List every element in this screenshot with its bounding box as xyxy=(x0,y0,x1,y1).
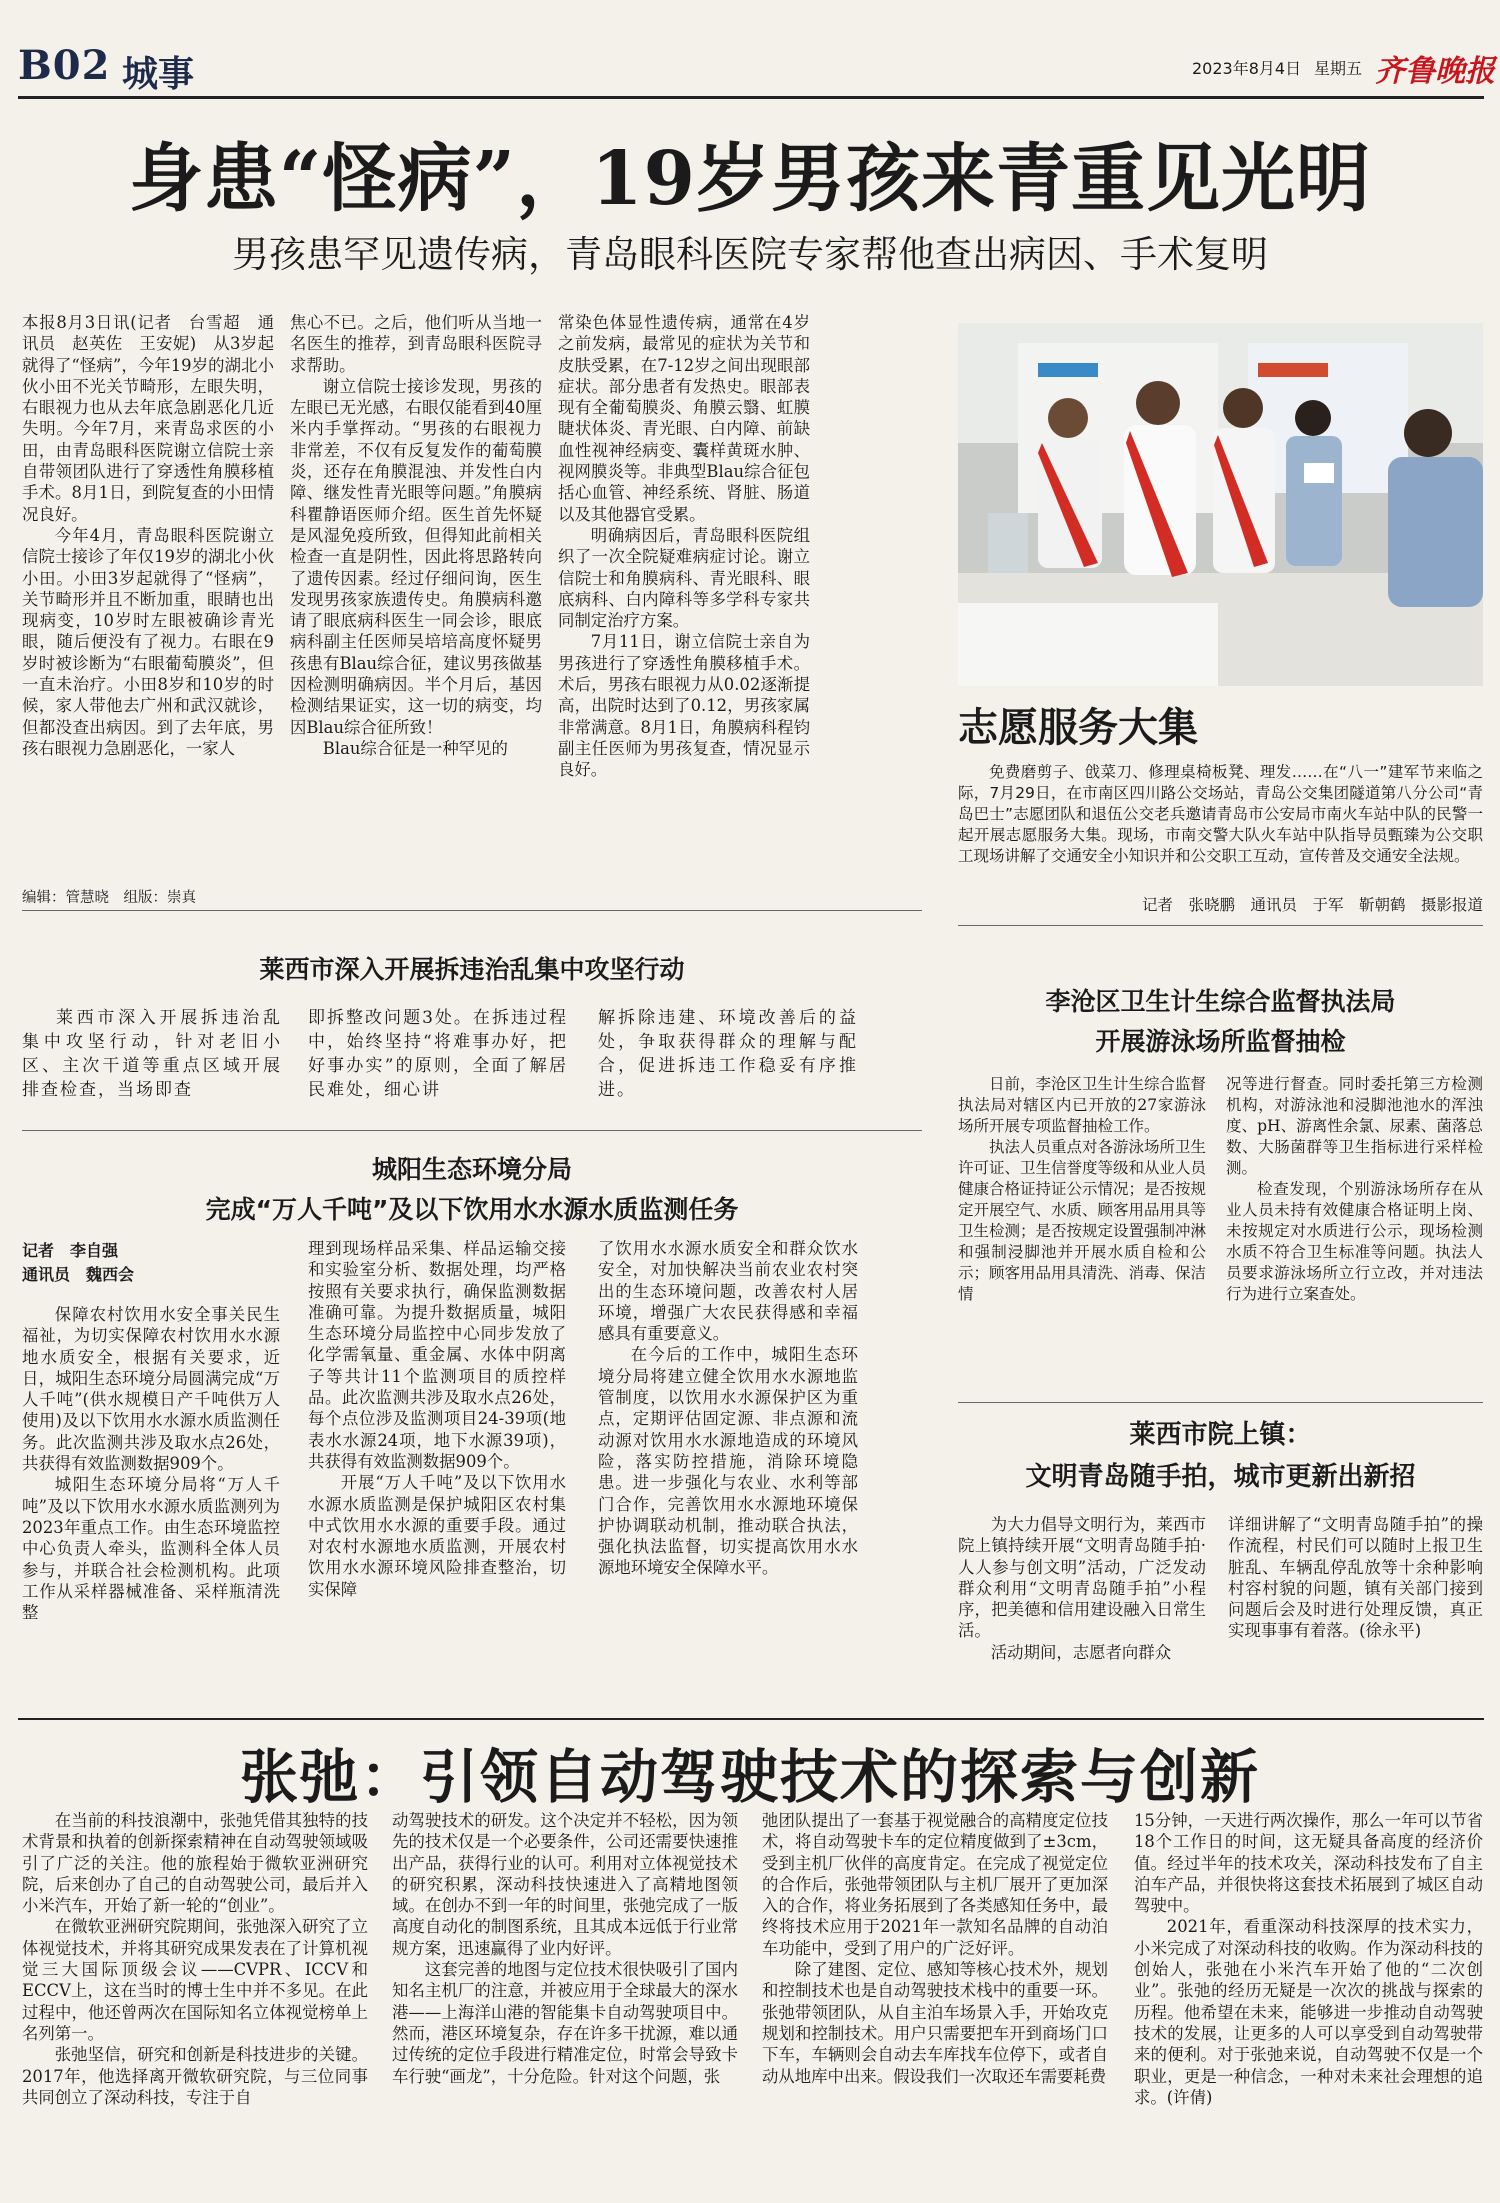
newspaper-logo: 齐鲁晚报 xyxy=(1375,54,1495,89)
page-code: B02 xyxy=(18,42,111,89)
licang-paragraph: 日前，李沧区卫生计生综合监督执法局对辖区内已开放的27家游泳场所开展专项监督抽检工作。 xyxy=(958,1075,1206,1135)
lead-paragraph: 7月11日，谢立信院士亲自为男孩进行了穿透性角膜移植手术。术后，男孩右眼视力从0.02逐渐提高，出院时达到了0.12，男孩家属非常满意。8月1日，角膜病科程钧副主任医师为男孩复查，情况显示良好。 xyxy=(558,632,810,780)
zhangchi-col-3 xyxy=(762,1810,1108,2194)
chengyang-byline-correspondent: 通讯员 魏西会 xyxy=(22,1265,135,1284)
lead-paragraph: 明确病因后，青岛眼科医院组织了一次全院疑难病症讨论。谢立信院士和角膜病科、青光眼科、眼底病科、白内障科等多学科专家共同制定治疗方案。 xyxy=(558,525,810,631)
volunteer-credit: 记者 张晓鹏 通讯员 于军 靳朝鹤 摄影报道 xyxy=(1141,896,1483,914)
editor-line: 编辑：管慧晓 组版：崇真 xyxy=(22,890,196,906)
chengyang-title-line-2: 完成“万人千吨”及以下饮用水水源水质监测任务 xyxy=(205,1195,739,1224)
zhangchi-paragraph: 15分钟，一天进行两次操作，那么一年可以节省18个工作日的时间，这无疑具备高度的经济价值。经过半年的技术攻关，深动科技发布了自主泊车产品，并很快将这套技术拓展到了城区自动驾驶中。 xyxy=(1134,1811,1483,1916)
licang-paragraph: 检查发现，个别游泳场所存在从业人员未持有效健康合格证明上岗、未按规定对水质进行公示，现场检测水质不符合卫生标准等问题。执法人员要求游泳场所立行立改，并对违法行为进行立案查处。 xyxy=(1226,1180,1483,1303)
lead-paragraph: 今年4月，青岛眼科医院谢立信院士接诊了年仅19岁的湖北小伙小田。小田3岁起就得了“怪病”，关节畸形并且不断加重，眼睛也出现病变，10岁时左眼被确诊青光眼，随后便没有了视力。右眼在9岁时被诊断为“右眼葡萄膜炎”，但一直未治疗。小田8岁和10岁的时候，家人带他去广州和武汉就诊，但都没查出病因。到了去年底，男孩右眼视力急剧恶化，一家人 xyxy=(22,525,274,758)
volunteer-photo xyxy=(958,323,1483,686)
licang-paragraph: 执法人员重点对各游泳场所卫生许可证、卫生信誉度等级和从业人员健康合格证持证公示情况；是否按规定开展空气、水质、顾客用品用具等卫生检测；是否按规定设置强制冲淋和强制浸脚池并开展水质自检和公示；顾客用品用具清洗、消毒、保洁情 xyxy=(958,1138,1206,1303)
volunteer-title: 志愿服务大集 xyxy=(958,705,1198,751)
section-name: 城事 xyxy=(122,53,195,95)
zhangchi-paragraph: 2021年，看重深动科技深厚的技术实力，小米完成了对深动科技的收购。作为深动科技的创始人，张弛在小米汽车开始了他的“二次创业”。张弛的经历无疑是一次次的挑战与探索的历程。他希望在未来，能够进一步推动自动驾驶技术的发展，让更多的人可以享受到自动驾驶带来的便利。对于张弛来说，自动驾驶不仅是一个职业，更是一种信念，一种对未来社会理想的追求。(许倩) xyxy=(1134,1917,1483,2107)
licang-col-1 xyxy=(958,1074,1206,1404)
issue-date: 2023年8月4日 xyxy=(1192,59,1302,78)
lead-paragraph: 谢立信院士接诊发现，男孩的左眼已无光感，右眼仅能看到40厘米内手掌挥动。“男孩的右眼视力非常差，不仅有反复发作的葡萄膜炎，还存在角膜混浊、并发性白内障、继发性青光眼等问题。”角膜病科瞿静语医师介绍。医生首先怀疑是风湿免疫所致，但得知此前相关检查一直是阴性，因此将思路转向了遗传因素。经过仔细问询，医生发现男孩家族遗传史。角膜病科邀请了眼底病科医生一同会诊，眼底病科副主任医师吴培培高度怀疑男孩患有Blau综合征，建议男孩做基因检测明确病因。半个月后，基因检测结果证实，这一切的病变，均因Blau综合征所致！ xyxy=(290,376,542,737)
chengyang-byline-reporter: 记者 李自强 xyxy=(22,1241,119,1260)
chengyang-title-line-1: 城阳生态环境分局 xyxy=(371,1155,572,1184)
zhangchi-paragraph: 在当前的科技浪潮中，张弛凭借其独特的技术背景和执着的创新探索精神在自动驾驶领域吸引了广泛的关注。他的旅程始于微软亚洲研究院，后来创办了自己的自动驾驶公司，最后并入小米汽车，开始了新一轮的“创业”。 xyxy=(22,1811,368,1916)
laixi-demolition-col-2 xyxy=(308,1006,568,1116)
laixi-town-col-2 xyxy=(1228,1514,1483,1714)
divider-rule xyxy=(958,1402,1483,1403)
zhangchi-paragraph: 动驾驶技术的研发。这个决定并不轻松，因为领先的技术仅是一个必要条件，公司还需要快速推出产品，获得行业的认可。利用对立体视觉技术的研究积累，深动科技快速进入了高精地图领域。在创办不到一年的时间里，张弛完成了一版高度自动化的制图系统，且其成本远低于行业常规方案，迅速赢得了业内好评。 xyxy=(392,1811,738,1958)
licang-paragraph: 况等进行督查。同时委托第三方检测机构，对游泳池和浸脚池池水的浑浊度、pH、游离性余氯、尿素、菌落总数、大肠菌群等卫生指标进行采样检测。 xyxy=(1226,1075,1483,1177)
lead-column-1 xyxy=(22,312,274,872)
laixi-town-title-line-1: 莱西市院上镇： xyxy=(1129,1420,1312,1450)
zhangchi-col-1 xyxy=(22,1810,368,2194)
laixi-demolition-paragraph: 即拆整改问题3处。在拆违过程中，始终坚持“将难事办好，把好事办实”的原则，全面了解居民难处，细心讲 xyxy=(308,1008,568,1100)
zhangchi-col-4 xyxy=(1134,1810,1483,2194)
zhangchi-headline: 张弛：引领自动驾驶技术的探索与创新 xyxy=(239,1743,1260,1811)
divider-rule xyxy=(22,910,922,911)
laixi-demolition-paragraph: 莱西市深入开展拆违治乱集中攻坚行动，针对老旧小区、主次干道等重点区域开展排查检查，当场即查 xyxy=(22,1008,282,1100)
zhangchi-paragraph: 张弛坚信，研究和创新是科技进步的关键。2017年，他选择离开微软研究院，与三位同事共同创立了深动科技，专注于自 xyxy=(22,2045,368,2107)
laixi-demolition-col-3 xyxy=(598,1006,858,1116)
lead-column-3 xyxy=(558,312,810,872)
laixi-demolition-title: 莱西市深入开展拆违治乱集中攻坚行动 xyxy=(259,955,685,984)
zhangchi-paragraph: 除了建图、定位、感知等核心技术外，规划和控制技术也是自动驾驶技术栈中的重要一环。张弛带领团队，从自主泊车场景入手，开始攻克规划和控制技术。用户只需要把车开到商场门口下车，车辆则会自动去车库找车位停下，或者自动从地库中出来。假设我们一次取还车需要耗费 xyxy=(762,1960,1108,2086)
chengyang-paragraph: 城阳生态环境分局将“万人千吨”及以下饮用水水源水质监测列为2023年重点工作。由生态环境监控中心负责人牵头，监测科全体人员参与，并联合社会检测机构。此项工作从采样器械准备、采样瓶清洗整 xyxy=(22,1475,280,1623)
chengyang-col-1 xyxy=(22,1304,280,1724)
lead-paragraph: 常染色体显性遗传病，通常在4岁之前发病，最常见的症状为关节和皮肤受累，在7-12岁之间出现眼部症状。部分患者有发热史。眼部表现有全葡萄膜炎、角膜云翳、虹膜睫状体炎、青光眼、白内障、前缺血性视神经病变、囊样黄斑水肿、视网膜炎等。非典型Blau综合征包括心血管、神经系统、肾脏、肠道以及其他器官受累。 xyxy=(558,313,810,524)
laixi-town-col-1 xyxy=(958,1514,1206,1714)
licang-title-line-2: 开展游泳场所监督抽检 xyxy=(1095,1027,1346,1056)
laixi-town-paragraph: 活动期间，志愿者向群众 xyxy=(990,1642,1172,1662)
laixi-town-title-line-2: 文明青岛随手拍，城市更新出新招 xyxy=(1025,1462,1416,1492)
chengyang-col-2 xyxy=(308,1238,566,1724)
laixi-town-paragraph: 详细讲解了“文明青岛随手拍”的操作流程，村民们可以随时上报卫生脏乱、车辆乱停乱放等十余种影响村容村貌的问题，镇有关部门接到问题后会及时进行处理反馈，真正实现事事有着落。(徐永平) xyxy=(1228,1515,1483,1641)
issue-weekday: 星期五 xyxy=(1314,59,1363,78)
zhangchi-paragraph: 弛团队提出了一套基于视觉融合的高精度定位技术，将自动驾驶卡车的定位精度做到了±3cm，受到主机厂伙伴的高度肯定。在完成了视觉定位的合作后，张弛带领团队与主机厂展开了更加深入的合作，将业务拓展到了各类感知任务中，最终将技术应用于2021年一款知名品牌的自动泊车功能中，受到了用户的广泛好评。 xyxy=(762,1811,1108,1958)
licang-col-2 xyxy=(1226,1074,1483,1404)
masthead-rule xyxy=(18,96,1484,99)
laixi-town-paragraph: 为大力倡导文明行为，莱西市院上镇持续开展“文明青岛随手拍·人人参与创文明”活动，广泛发动群众利用“文明青岛随手拍”小程序，把美德和信用建设融入日常生活。 xyxy=(958,1515,1206,1641)
licang-title-line-1: 李沧区卫生计生综合监督执法局 xyxy=(1045,987,1396,1016)
divider-rule xyxy=(18,1718,1484,1720)
chengyang-paragraph: 理到现场样品采集、样品运输交接和实验室分析、数据处理，均严格按照有关要求执行，确保监测数据准确可靠。为提升数据质量，城阳生态环境分局监控中心同步发放了化学需氧量、重金属、水体中阴离子等共计11个监测项目的质控样品。此次监测共涉及取水点26处，每个点位涉及监测项目24-39项(地表水水源24项，地下水源39项)，共获得有效监测数据909个。 xyxy=(308,1239,566,1471)
divider-rule xyxy=(958,925,1483,926)
divider-rule xyxy=(22,1130,922,1131)
zhangchi-col-2 xyxy=(392,1810,738,2194)
volunteer-body xyxy=(958,762,1483,867)
chengyang-col-3 xyxy=(598,1238,858,1724)
chengyang-paragraph: 了饮用水水源水质安全和群众饮水安全，对加快解决当前农业农村突出的生态环境问题，改善农村人居环境，增强广大农民获得感和幸福感具有重要意义。 xyxy=(598,1239,858,1344)
lead-paragraph: Blau综合征是一种罕见的 xyxy=(322,738,508,758)
chengyang-paragraph: 保障农村饮用水安全事关民生福祉，为切实保障农村饮用水水源地水质安全，根据有关要求，近日，城阳生态环境分局圆满完成“万人千吨”(供水规模日产千吨供万人使用)及以下饮用水水源水质监测任务。此次监测共涉及取水点26处，共获得有效监测数据909个。 xyxy=(22,1305,280,1474)
laixi-demolition-col-1 xyxy=(22,1006,282,1116)
lead-paragraph: 本报8月3日讯(记者 台雪超 通讯员 赵英佐 王安妮) 从3岁起就得了“怪病”，今年19岁的湖北小伙小田不光关节畸形，左眼失明，右眼视力也从去年底急剧恶化几近失明。今年7月，来青岛求医的小田，由青岛眼科医院谢立信院士亲自带领团队进行了穿透性角膜移植手术。8月1日，到院复查的小田情况良好。 xyxy=(22,313,274,524)
lead-paragraph: 焦心不已。之后，他们听从当地一名医生的推荐，到青岛眼科医院寻求帮助。 xyxy=(290,313,542,375)
chengyang-paragraph: 开展“万人千吨”及以下饮用水水源水质监测是保护城阳区农村集中式饮用水水源的重要手段。通过对农村水源地水质监测，开展农村饮用水水源环境风险排查整治，切实保障 xyxy=(308,1473,566,1599)
zhangchi-paragraph: 这套完善的地图与定位技术很快吸引了国内知名主机厂的注意，并被应用于全球最大的深水港——上海洋山港的智能集卡自动驾驶项目中。然而，港区环境复杂，存在许多干扰源，难以通过传统的定位手段进行精准定位，时常会导致卡车行驶“画龙”，十分危险。针对这个问题，张 xyxy=(392,1960,738,2086)
chengyang-paragraph: 在今后的工作中，城阳生态环境分局将建立健全饮用水水源地监管制度，以饮用水水源保护区为重点，定期评估固定源、非点源和流动源对饮用水水源地造成的环境风险，落实防控措施，消除环境隐患。进一步强化与农业、水利等部门合作，完善饮用水水源地环境保护协调联动机制，推动联合执法，强化执法监督，切实提高饮用水水源地环境安全保障水平。 xyxy=(598,1345,858,1578)
lead-subhead: 男孩患罕见遗传病，青岛眼科医院专家帮他查出病因、手术复明 xyxy=(232,233,1268,276)
zhangchi-paragraph: 在微软亚洲研究院期间，张弛深入研究了立体视觉技术，并将其研究成果发表在了计算机视觉三大国际顶级会议——CVPR、ICCV和ECCV上，这在当时的博士生中并不多见。在此过程中，他还曾两次在国际知名立体视觉榜单上名列第一。 xyxy=(22,1917,368,2043)
lead-headline: 身患“怪病”，19岁男孩来青重见光明 xyxy=(128,136,1372,222)
lead-column-2 xyxy=(290,312,542,872)
laixi-demolition-paragraph: 解拆除违建、环境改善后的益处，争取获得群众的理解与配合，促进拆违工作稳妥有序推进。 xyxy=(598,1008,858,1100)
volunteer-paragraph: 免费磨剪子、戗菜刀、修理桌椅板凳、理发……在“八一”建军节来临之际，7月29日，在市南区四川路公交场站，青岛公交集团隧道第八分公司“青岛巴士”志愿团队和退伍公交老兵邀请青岛市公安局市南火车站中队的民警一起开展志愿服务大集。现场，市南交警大队火车站中队指导员甄臻为公交职工现场讲解了交通安全小知识并和公交职工互动，宣传普及交通安全法规。 xyxy=(958,763,1483,865)
